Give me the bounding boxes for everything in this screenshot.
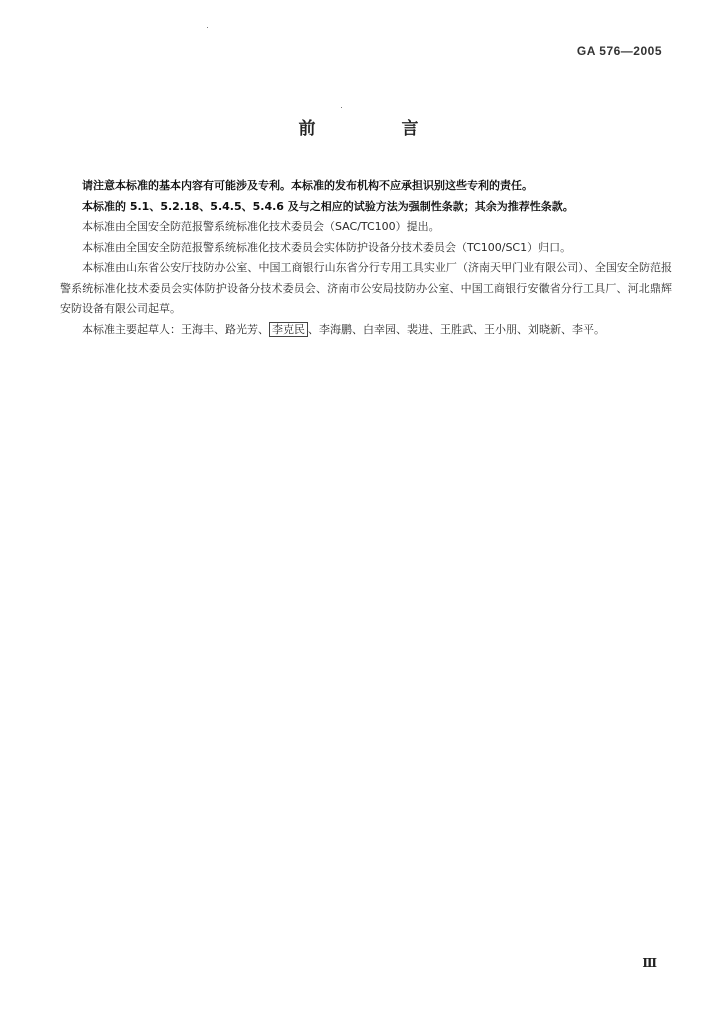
proposed-by: 本标准由全国安全防范报警系统标准化技术委员会（SAC/TC100）提出。	[82, 220, 440, 233]
standard-code: GA 576—2005	[576, 44, 662, 58]
mandatory-clauses: 本标准的 5.1、5.2.18、5.4.5、5.4.6 及与之相应的试验方法为强制性条款；其余为推荐性条款。	[82, 199, 574, 213]
page-number: Ⅲ	[642, 956, 657, 970]
patent-notice: 请注意本标准的基本内容有可能涉及专利。本标准的发布机构不应承担识别这些专利的责任。	[82, 179, 533, 192]
main-drafters	[60, 320, 672, 341]
boxed-drafter-name: 李克民	[269, 322, 308, 337]
centralized-by: 本标准由全国安全防范报警系统标准化技术委员会实体防护设备分技术委员会（TC100/SC1）归口。	[82, 240, 572, 254]
scan-speck	[207, 27, 208, 28]
foreword-body	[60, 176, 672, 340]
scan-speck	[341, 107, 342, 108]
drafters-prefix: 本标准主要起草人：王海丰、路光芳、	[82, 322, 269, 336]
drafters-suffix: 、李海鹏、白幸园、裴进、王胜武、王小朋、刘晓新、李平。	[308, 322, 605, 336]
page-title: 前 言	[298, 119, 459, 139]
drafted-by: 本标准由山东省公安厅技防办公室、中国工商银行山东省分行专用工具实业厂（济南天甲门业有限公司）、全国安全防范报警系统标准化技术委员会实体防护设备分技术委员会、济南市公安局技防办公室、中国工商银行安徽省分行工具厂、河北鼎辉安防设备有限公司起草。	[60, 261, 672, 315]
